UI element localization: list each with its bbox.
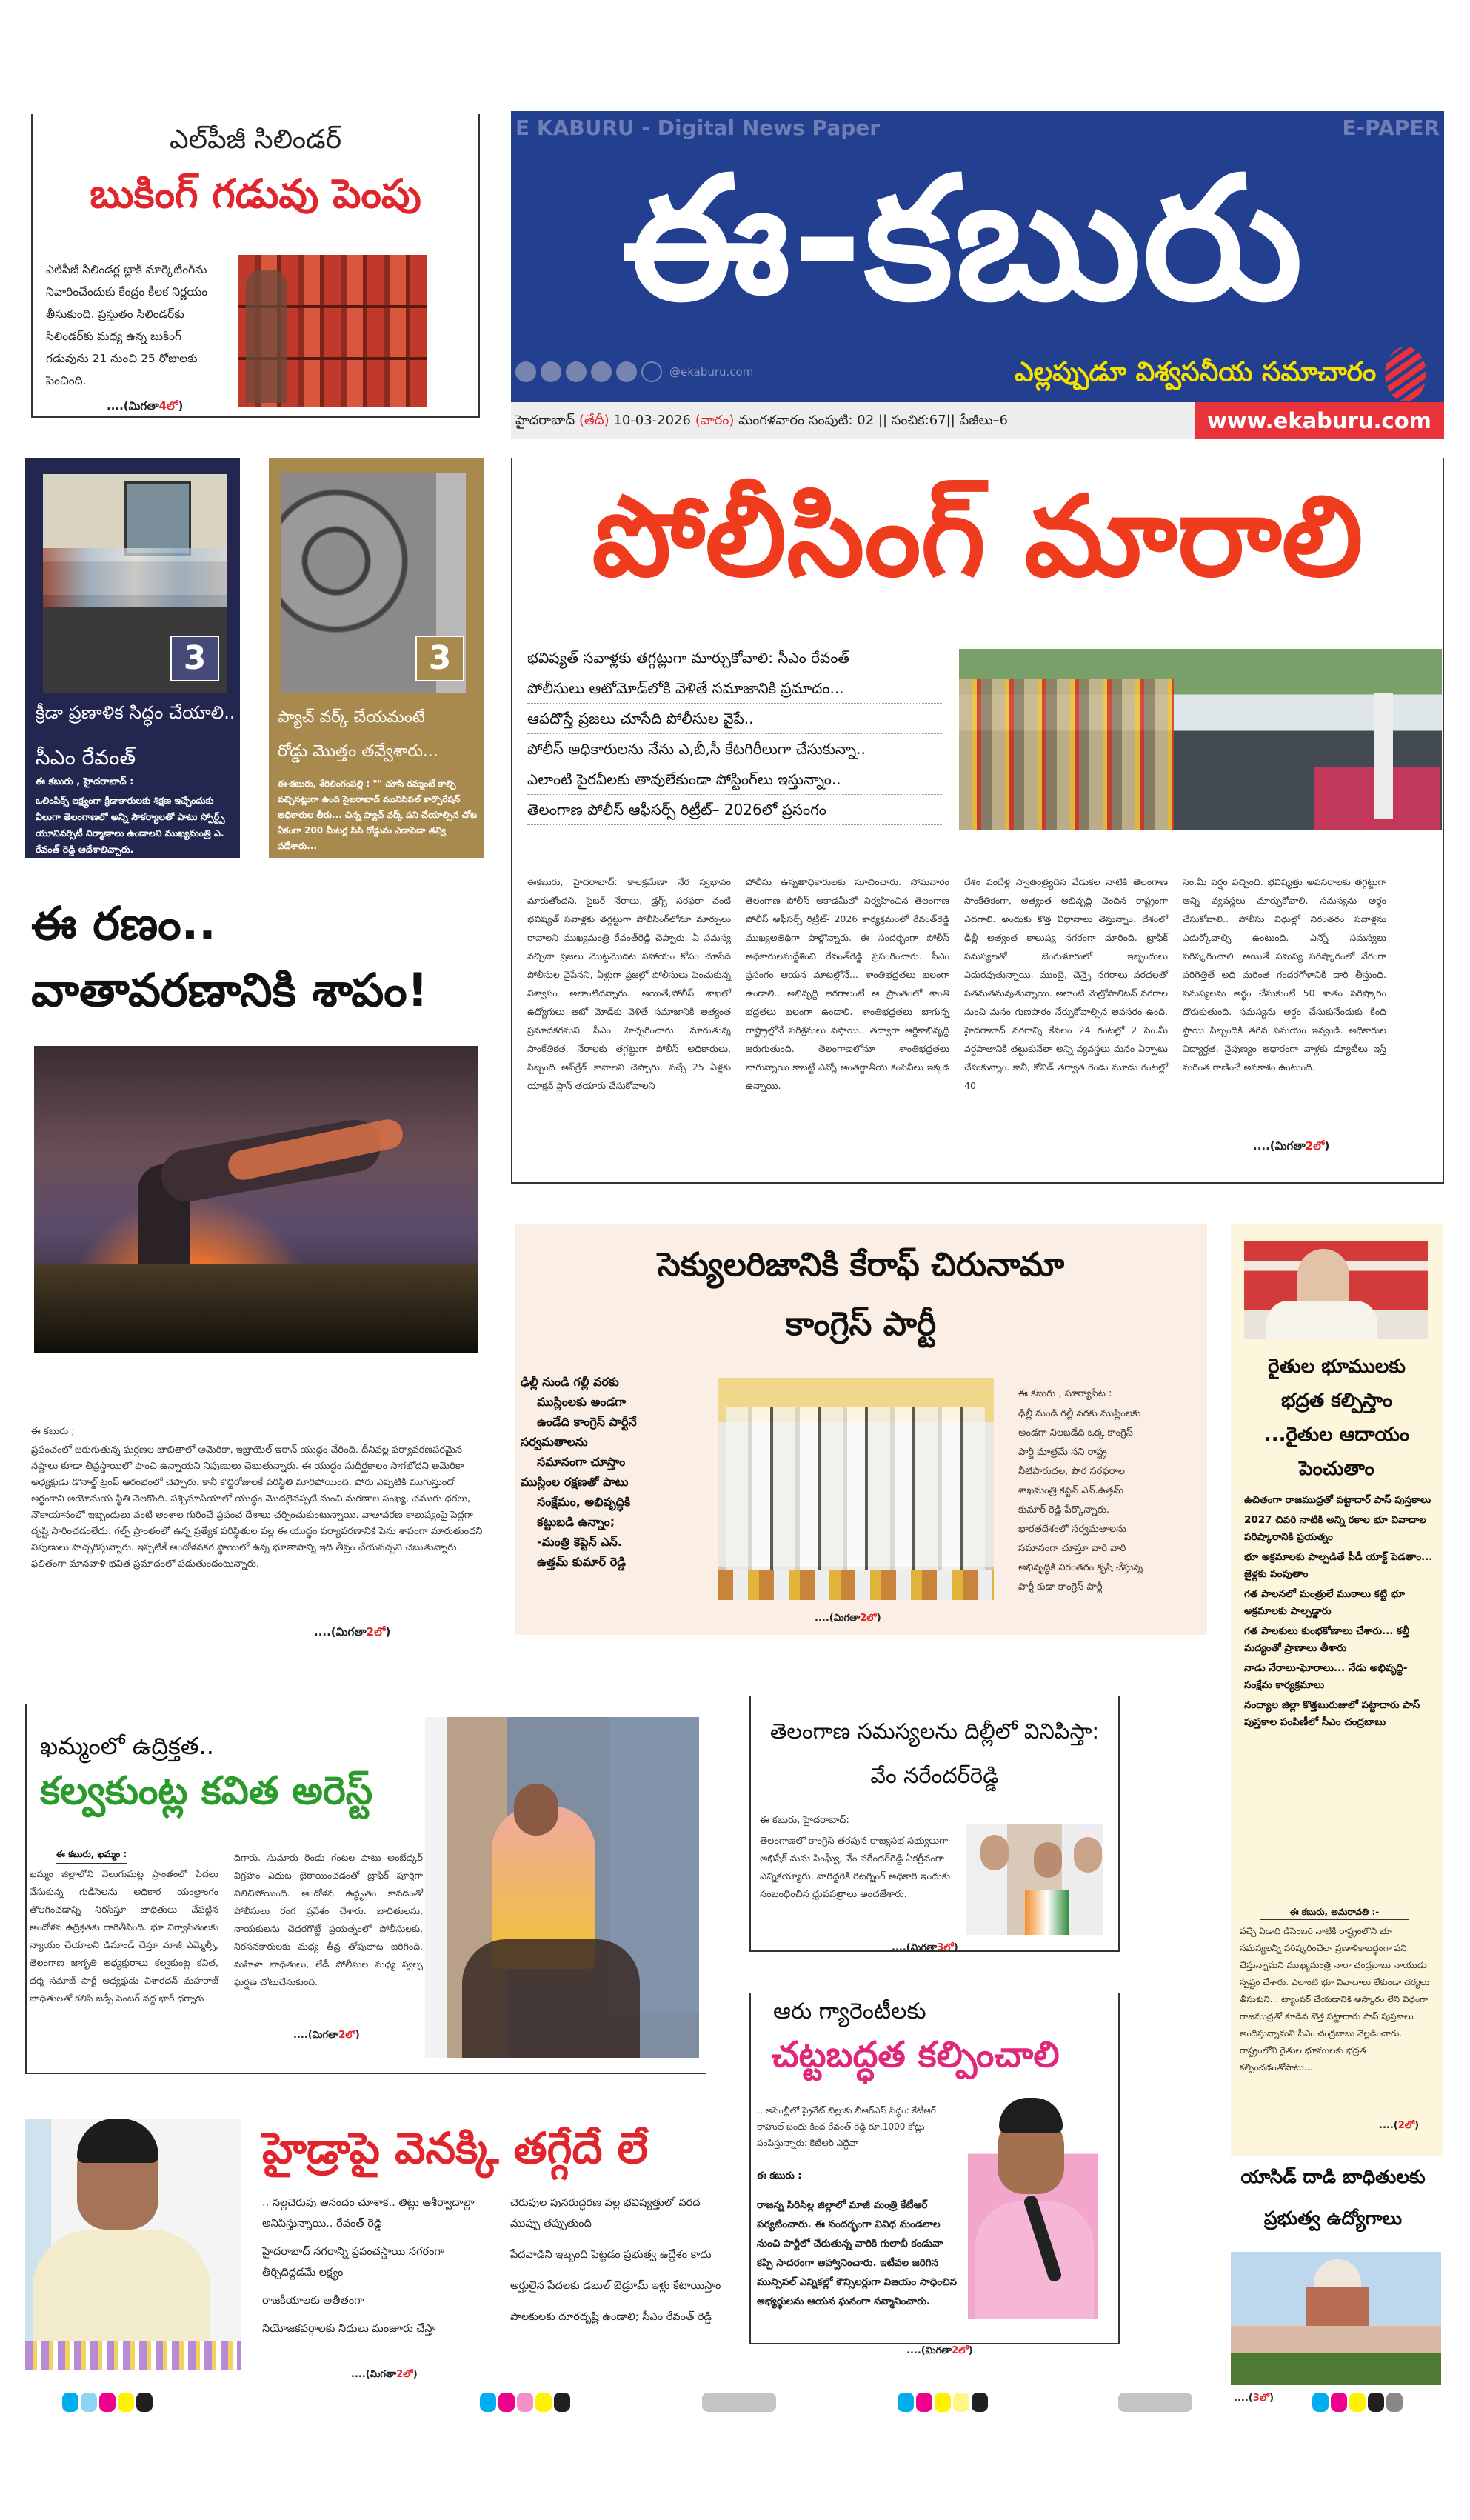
cmyk-marks-3 (898, 2393, 988, 2412)
policing-column-1: ఈకబురు, హైదరాబాద్: కాలక్రమేణా నేర స్వభావం మారుతోందని, సైబర్ నేరాలు, డ్రగ్స్ సరఫరా వంటి భవిష్యత్ సవాళ్లకు తగ్గట్టుగా పోలీసింగ్‌లోనూ మార్పులు రావాలని ముఖ్యమంత్రి రేవంత్‌రెడ్డి చెప్పారు. ఏ సమస్య వచ్చినా ప్రజలు మొట్టమొదట సహాయం కోసం చూసేది పోలీసుల వైపేనని, ఏళ్లుగా ప్రజల్లో పోలీసులు పెంచుకున్న విశ్వాసం అలాంటిదన్నారు. అయితే,పోలీస్ శాఖలో ఉద్యోగులు ఆటో మోడ్‌కు వెళితే సమాజానికి అత్యంత ప్రమాదకరమని సీఎం హెచ్చరించారు. మారుతున్న సాంకేతికత, నేరాలకు తగ్గట్టుగా పోలీస్ అధికారులు, సిబ్బంది అప్‌గ్రేడ్ కావాలని చెప్పారు. వచ్చే 25 ఏళ్లకు యాక్షన్ ప్లాన్ తయారు చేసుకోవాలని (527, 876, 731, 1091)
guarantees-highlights: .. అసెంబ్లీలో ప్రైవేట్ బిల్లుకు బీఆర్ఎస్ సిద్ధం: కేటీఆర్ రాహుల్ బంధు కింద రేవంత్ రెడ్డి రూ.1000 కోట్లు పంపిస్తున్నారు: కేటీఆర్ ఎద్దేవా (757, 2105, 936, 2148)
farmers-points: ఉచితంగా రాజముద్రతో పట్టాదార్ పాస్ పుస్తకాలు 2027 చివరి నాటికి అన్ని రకాల భూ వివాదాల పరిష్కారానికి ప్రయత్నం భూ అక్రమాలకు పాల్పడితే పీడీ యాక్ట్ పెడతాం... జైళ్లకు పంపుతాం గత పాలనలో మంత్రులే ముఠాలు కట్టి భూ అక్రమాలకు పాల్పడ్డారు గత పాలకులు కుంభకోణాలు చేశారు... కల్తీ మద్యంతో ప్రాణాలు తీశారు నాడు నేరాలు-ఘోరాలు... నేడు అభివృద్ధి-సంక్షేమ కార్యక్రమాలు నంద్యాల జిల్లా కొత్తబురుజులో పట్టాదారు పాస్ పుస్తకాల పంపిణీలో సీఎం చంద్రబాబు (1244, 1494, 1433, 1728)
guarantees-article[interactable] (749, 1993, 1120, 2356)
hydraa-right-points: చెరువుల పునరుద్ధరణ వల్ల భవిష్యత్తులో వరద ముప్పు తప్పుతుంది పేదవాడిని ఇబ్బంది పెట్టడం ప్రభుత్వ ఉద్దేశం కాదు అర్హులైన పేదలకు డబుల్ బెడ్రూమ్ ఇళ్లు కేటాయిస్తాం పాలకులకు దూరదృష్టి ఉండాలి; సీఎం రేవంత్ రెడ్డి (510, 2197, 721, 2323)
road-body: ఈ-కబురు, శేరిలింగంపల్లి : "" చూసి రమ్మంటే కాల్చి వచ్చినట్లుగా ఉంది సైబరాబాద్ మునిసిపల్ కార్పొరేషన్ అధికారుల తీరు... చిన్న ప్యాచ్ వర్క్ పని చేయాల్సిన చోట ఏకంగా 200 మీటర్ల సిసి రోడ్డును ఎడాపెడా తవ్వి పడేశారు... (278, 779, 478, 851)
secularism-highlights: ఢిల్లీ నుండి గల్లీ వరకు ముస్లింలకు అండగా ఉండేది కాంగ్రెస్ పార్టీనే సర్వమతాలను సమానంగా చూస్తాం ముస్లింల రక్షణతో పాటు సంక్షేమం, అభివృద్ధికి కట్టుబడి ఉన్నాం; -మంత్రి కెప్టెన్ ఎన్. ఉత్తమ్ కుమార్ రెడ్డి (521, 1375, 637, 1569)
road-headline-2: రోడ్డు మొత్తం తవ్వేశారు... (278, 742, 438, 761)
hydraa-left-points: .. నల్లచెరువు ఆనందం చూశాక.. తిట్లు ఆశీర్వాదాల్లా అనిపిస్తున్నాయి.. రేవంత్ రెడ్డి హైదరాబాద్ నగరాన్ని ప్రపంచస్థాయి నగరంగా తీర్చిదిద్దడమే లక్ష్యం రాజకీయాలకు అతీతంగా నియోజకవర్గాలకు నిధులు మంజూరు చేస్తా (262, 2197, 475, 2335)
farmers-body: వచ్చే ఏడాది డిసెంబర్ నాటికి రాష్ట్రంలోని భూ సమస్యలన్నీ పరిష్కరించేలా ప్రణాళికాబద్ధంగా పని చేస్తున్నామని ముఖ్యమంత్రి నారా చంద్రబాబు నాయుడు స్పష్టం చేశారు. ఎలాంటి భూ వివాదాలు లేకుండా చర్యలు తీసుకుని... ట్యాంపర్ చేయడానికి ఆస్కారం లేని విధంగా రాజముద్రతో కూడిన కొత్త పట్టాదారు పాస్ పుస్తకాలు అందిస్తున్నామని సీఎం చంద్రబాబు వెల్లడించారు. రాష్ట్రంలోని రైతుల భూములకు భద్రత కల్పించడంతోపాటు... (1240, 1926, 1430, 2073)
police-parade-photo (959, 649, 1442, 830)
policing-headline: పోలీసింగ్ మారాలి (592, 473, 1363, 601)
kavitha-dateline: ఈ కబురు, ఖమ్మం : (56, 1849, 127, 1864)
revanth-speech-photo (25, 2119, 241, 2370)
dateline-bar: హైదరాబాద్ (తేదీ) 10-03-2026 (వారం) మంగళవారం సంపుటి: 02 || సంచిక:67|| పేజీలు–6 (511, 402, 1195, 439)
acid-article[interactable] (1215, 2157, 1459, 2404)
kavitha-col-2: దిగారు. సుమారు రెండు గంటల పాటు అంబేద్కర్ విగ్రహం ఎదుట బైఠాయించడంతో ట్రాఫిక్ పూర్తిగా నిలిచిపోయింది. ఆందోళన ఉద్ధృతం కావడంతో పోలీసులు రంగ ప్రవేశం చేశారు. బాధితులను, నాయకులను చెదరగొట్టే ప్రయత్నంలో పోలీసులకు, నిరసనకారులకు మధ్య తీవ్ర తోపులాట జరిగింది. మహిళా బాధితులు, లేడీ పోలీసుల మధ్య స్వల్ప ఘర్షణ చోటుచేసుకుంది. (234, 1852, 423, 1987)
acid-headline-2: ప్రభుత్వ ఉద్యోగాలు (1263, 2207, 1403, 2229)
narender-dateline: ఈ కబురు, హైదరాబాద్: (760, 1815, 849, 1826)
acid-continued-link[interactable]: ....(3లో) (1234, 2393, 1274, 2404)
sports-headline: క్రీడా ప్రణాళిక సిద్ధం చేయాలి.. (36, 702, 235, 723)
masthead-slogan: ఎల్లప్పుడూ విశ్వసనీయ సమాచారం (1015, 357, 1377, 387)
narender-continued-link[interactable]: ....(మిగతా3లో) (892, 1942, 958, 1953)
lpg-headline: బుకింగ్ గడువు పెంపు (90, 170, 421, 217)
issue-volume: సంపుటి: 02 || సంచిక:67|| పేజీలు–6 (808, 413, 1008, 428)
facebook-icon[interactable] (566, 361, 587, 382)
issue-date: 10-03-2026 (613, 413, 692, 428)
farmers-article[interactable] (1231, 1224, 1443, 2156)
social-handle[interactable]: @ekaburu.com (669, 365, 754, 379)
secularism-article[interactable] (515, 1224, 1207, 1635)
grey-mark-2 (1118, 2393, 1192, 2412)
iftar-gathering-photo (718, 1378, 994, 1600)
policing-continued-link[interactable]: ....(మిగతా2లో) (1253, 1139, 1330, 1153)
narender-photo (966, 1824, 1103, 1935)
narender-article[interactable] (749, 1696, 1120, 1952)
highlight-line: ఆపదొస్తే ప్రజలు చూసేది పోలీసుల వైపే.. (527, 704, 942, 734)
kavitha-continued-link[interactable]: ....(మిగతా2లో) (293, 2030, 360, 2041)
kavitha-kicker: ఖమ్మంలో ఉద్రిక్తత.. (40, 1732, 214, 1760)
hydraa-headline: హైడ్రాపై వెనక్కి తగ్గేదే లే (262, 2123, 648, 2173)
brand-globe-icon (1385, 347, 1426, 401)
guarantees-headline: చట్టబద్ధత కల్పించాలి (772, 2034, 1060, 2076)
secularism-dateline: ఈ కబురు , సూర్యాపేట : (1018, 1388, 1112, 1399)
social-icons (515, 361, 753, 382)
highlight-line: ఎలాంటి పైరవీలకు తావులేకుండా పోస్టింగ్‌లు ఇస్తున్నాం.. (527, 764, 942, 795)
secularism-headline: సెక్యులరిజానికి కేరాఫ్ చిరునామా (657, 1246, 1065, 1284)
narender-headline: తెలంగాణ సమస్యలను దిల్లీలో వినిపిస్తా: (769, 1719, 1100, 1744)
supreme-court-photo (1231, 2252, 1441, 2385)
kavitha-article[interactable] (25, 1704, 706, 2074)
lpg-kicker: ఎల్‌పీజీ సిలిండర్ (169, 124, 342, 155)
globe-icon[interactable] (641, 361, 662, 382)
farmers-headline: రైతుల భూములకు భద్రత కల్పిస్తాం ...రైతుల ఆదాయం పెంచుతాం (1263, 1356, 1410, 1480)
war-headline: ఈ రణం.. (31, 896, 216, 950)
cmyk-marks-4 (1312, 2393, 1403, 2412)
war-continued-link[interactable]: ....(మిగతా2లో) (314, 1625, 391, 1639)
chandrababu-photo (1244, 1241, 1428, 1339)
war-body: ప్రపంచంలో జరుగుతున్న ఘర్షణల జాబితాలో అమెరికా, ఇజ్రాయెల్ ఇరాన్ యుద్ధం చేరింది. దీనివల్ల పర్యావరణపరమైన నష్టాలు కూడా తీవ్రస్థాయిలో పొంచి ఉన్నాయని నిపుణులు చెబుతున్నారు. ఈ యుద్ధం సుదీర్ఘకాలం సాగబోదని అమెరికా అధ్యక్షుడు డొనాల్డ్ ట్రంప్ ఆరంభంలో చెప్పారు. కానీ కొద్దిరోజులకే పరిస్థితి మారిపోయింది. పోరు ఎప్పటికి ముగుస్తుందో అర్థంకాని అయోమయ స్థితి నెలకొంది. పశ్చిమాసియాలో యుద్ధం మొదలైనప్పటి నుంచి మరణాల సంఖ్య, చమురు ధరలు, నౌకాయానంలో ఇబ్బందులు వంటి అంశాల గురించే ప్రపంచ దేశాలు చర్చించుకుంటున్నాయి. వాతావరణ కాలుష్యంపై పెద్దగా దృష్టి సారించడంలేదు. గల్ఫ్ ప్రాంతంలో ఉన్న ప్రత్యేక పరిస్థితుల వల్ల ఈ యుద్ధం పర్యావరణానికి పెను శాపంగా మారుతుందని నిపుణులు హెచ్చరిస్తున్నారు. ఇప్పటికే ఆందోళనకర స్థాయిలో ఉన్న భూతాపాన్ని ఇది తీవ్రం చేయవచ్చని చెబుతున్నారు. ఫలితంగా మానవాళి భవిత ప్రమాదంలో పడుతుందంటున్నారు. (31, 1444, 483, 1570)
youtube-icon[interactable] (591, 361, 612, 382)
kavitha-col-1: ఖమ్మం జిల్లాలోని వెలుగుమట్ల ప్రాంతంలో పేదలు వేసుకున్న గుడిసెలను అధికార యంత్రాంగం తొలగించడాన్ని నిరసిస్తూ బాధితులు చేపట్టిన ఆందోళన ఉద్రిక్తతకు దారితీసింది. భూ నిర్వాసితులకు న్యాయం చేయాలని డిమాండ్ చేస్తూ మాజీ ఎమ్మెల్సీ, తెలంగాణ జాగృతి అధ్యక్షురాలు కల్వకుంట్ల కవిత, ధర్మ సమాజ్ పార్టీ అధ్యక్షుడు విశారదన్ మహరాజ్ బాధితులతో కలిసి జడ్పీ సెంటర్ వద్ద భారీ ధర్నాకు (30, 1868, 218, 2004)
masthead-title: ఈ-కబురు (621, 141, 1305, 339)
lpg-continued-link[interactable]: ....(మిగతా4లో) (107, 399, 184, 413)
road-article[interactable] (269, 458, 484, 858)
war-dateline: ఈ కబురు ; (31, 1426, 75, 1437)
narender-body: తెలంగాణలో కాంగ్రెస్ తరపున రాజ్యసభ సభ్యులుగా అభిషేక్ మను సింఘ్వీ, వేం నరేందర్‌రెడ్డి ఏకగ్రీవంగా ఎన్నికయ్యారు. వారిద్దరికి రిటర్నింగ్ అధికారి ఇందుకు సంబంధించిన ధ్రువపత్రాలు అందజేశారు. (760, 1836, 951, 1900)
secularism-headline-2: కాంగ్రెస్ పార్టీ (785, 1305, 937, 1343)
guarantees-kicker: ఆరు గ్యారెంటీలకు (773, 1999, 926, 2024)
secularism-body: ఢిల్లీ నుండి గల్లీ వరకు ముస్లింలకు అండగా నిలబడేది ఒక్క కాంగ్రెస్ పార్టీ మాత్రమే నని రాష్ట్ర నీటిపారుదల, పౌర సరఫరాల శాఖమంత్రి కెప్టెన్ ఎన్.ఉత్తమ్ కుమార్ రెడ్డి పేర్కొన్నారు. భారతదేశంలో సర్వమతాలను సమానంగా చూస్తూ వారి వారి అభివృద్ధికి నిరంతరం కృషి చేస్తున్న పార్టీ కుడా కాంగ్రెస్ పార్టీ (1018, 1408, 1143, 1593)
war-headline-2: వాతావరణానికి శాపం! (31, 963, 429, 1017)
instagram-icon[interactable] (616, 361, 637, 382)
road-page-badge[interactable]: 3 (415, 636, 464, 681)
policing-highlights (527, 643, 942, 825)
highlight-line: భవిష్యత్ సవాళ్లకు తగ్గట్లుగా మార్చుకోవాలి: సీఎం రేవంత్ (527, 643, 942, 673)
sports-page-badge[interactable]: 3 (170, 636, 219, 681)
cmyk-marks-1 (62, 2393, 153, 2412)
lpg-article[interactable] (31, 114, 480, 418)
narender-headline-2: వేం నరేందర్‌రెడ్డి (870, 1763, 999, 1788)
sports-headline-2: సీఎం రేవంత్ (36, 745, 136, 770)
kavitha-protest-photo (425, 1717, 699, 2058)
policing-column-4: సెం.మీ వర్షం వచ్చింది. భవిష్యత్తు అవసరాలకు తగ్గట్టుగా అన్ని వ్యవస్థలు మార్చుకోవాలి. సమస్యను అర్థం చేసుకోవాలి.. పోలీసు విధుల్లో నిరంతరం సవాళ్లను ఎదుర్కోవాల్సి ఉంటుంది. ఎన్నో సమస్యలు పరిష్కరించాలి. అయితే సమస్య పరిష్కారంలో వేగంగా పరిగెత్తితే అది మరింత గందరగోళానికి దారి తీస్తుంది. సమస్యలను అర్థం చేసుకుంటే 50 శాతం పరిష్కారం దొరుకుతుంది. సమస్యను అర్థం చేసుకునేందుకు కింది స్థాయి సిబ్బందికి తగిన సమయం ఇవ్వండి. అధికారుల విద్యార్హత, నైపుణ్యం ఆధారంగా వాళ్లకు డ్యూటీలు ఇస్తే మరింత రాణించే అవకాశం ఉంటుంది. (1183, 876, 1386, 1073)
masthead-tagline: E KABURU - Digital News Paper (515, 116, 881, 140)
sports-article[interactable] (25, 458, 240, 858)
guarantees-dateline: ఈ కబురు : (757, 2170, 802, 2181)
hydraa-article[interactable] (25, 2119, 736, 2415)
highlight-line: తెలంగాణ పోలీస్ ఆఫీసర్స్ రిట్రీట్– 2026లో ప్రసంగం (527, 795, 942, 825)
epaper-label: E-PAPER (1342, 116, 1440, 140)
farmers-continued-link[interactable]: ....(2లో) (1379, 2120, 1420, 2131)
sports-body: ఒలింపిక్స్ లక్ష్యంగా క్రీడాకారులకు శిక్షణ ఇచ్చేందుకు వీలుగా తెలంగాణలో అన్ని సౌకర్యాలతో పాటు స్పోర్ట్స్ యూనివర్సిటీ నిర్మాణాలు ఉండాలని ముఖ్యమంత్రి ఎ. రేవంత్ రెడ్డి ఆదేశాలిచ్చారు. (36, 795, 225, 855)
road-headline: ప్యాచ్ వర్క్ చేయమంటే (278, 708, 425, 727)
grey-mark-1 (702, 2393, 776, 2412)
policing-article[interactable] (511, 458, 1444, 1184)
lpg-body: ఎల్‌పీజీ సిలిండర్ల బ్లాక్ మార్కెటింగ్‌ను నివారించేందుకు కేంద్రం కీలక నిర్ణయం తీసుకుంది. ప్రస్తుతం సిలిండర్‌కు సిలిండర్‌కు మధ్య ఉన్న బుకింగ్ గడువును 21 నుంచి 25 రోజులకు పెంచింది. (46, 263, 208, 387)
cmyk-marks-2 (480, 2393, 570, 2412)
guarantees-continued-link[interactable]: ....(మిగతా2లో) (906, 2345, 973, 2356)
masthead (511, 111, 1444, 402)
war-article[interactable] (25, 881, 492, 1659)
secularism-continued-link[interactable]: ....(మిగతా2లో) (815, 1613, 881, 1624)
farmers-dateline: ఈ కబురు, అమరావతి :- (1260, 1907, 1409, 1920)
ktr-photo (968, 2083, 1098, 2319)
policing-column-2: పోలీసు ఉన్నతాధికారులకు సూచించారు. సోమవారం తెలంగాణ పోలీస్ అకాడమీలో నిర్వహించిన తెలంగాణ పోలీస్ ఆఫీసర్స్ రిట్రీట్- 2026 కార్యక్రమంలో రేవంత్‌రెడ్డి ముఖ్యఅతిథిగా పాల్గొన్నారు. ఈ సందర్భంగా పోలీస్ అధికారులనుద్దేశించి రేవంత్‌రెడ్డి ప్రసంగించారు. సీఎం ప్రసంగం ఆయన మాటల్లోనే... శాంతిభద్రతలు బలంగా ఉండాలి.. అభివృద్ధి జరగాలంటే ఆ ప్రాంతంలో శాంతి భద్రతలు బలంగా ఉండాలి. శాంతిభద్రతలు బాగున్న రాష్ట్రాల్లోనే పరిశ్రమలు వస్తాయి.. తద్వారా ఆర్థికాభివృద్ధి జరుగుతుంది. తెలంగాణలోనూ శాంతిభద్రతలు బాగున్నాయి కాబట్టే ఎన్నో అంతర్జాతీయ కంపెనీలు ఇక్కడ ఉన్నాయి. (746, 876, 949, 1091)
highlight-line: పోలీసులు ఆటోమోడ్‌లోకి వెళితే సమాజానికి ప్రమాదం... (527, 673, 942, 704)
guarantees-body: రాజన్న సిరిసిల్ల జిల్లాలో మాజీ మంత్రి కేటీఆర్ పర్యటించారు. ఈ సందర్భంగా వివిధ మండలాల నుంచి పార్టీలో చేరుతున్న వారికి గులాబీ కండువా కప్పి సాదరంగా ఆహ్వానించారు. ఇటీవల జరిగిన మున్సిపల్ ఎన్నికల్లో కౌన్సిలర్లుగా విజయం సాధించిన అభ్యర్థులను ఆయన ఘనంగా సన్మానించారు. (757, 2199, 958, 2307)
twitter-icon[interactable] (541, 361, 561, 382)
lpg-cylinders-photo (238, 255, 427, 407)
smoke-plume-photo (34, 1046, 478, 1353)
kavitha-headline: కల్వకుంట్ల కవిత అరెస్ట్ (40, 1769, 373, 1813)
sports-dateline: ఈ కబురు , హైదరాబాద్ : (36, 776, 134, 787)
policing-column-3: దేశం వందేళ్ల స్వాతంత్ర్యదిన వేడుకల నాటికి తెలంగాణ సాంకేతికంగా, అత్యంత అభివృద్ధి చెందిన రాష్ట్రంగా ఎదగాలి. అందుకు కొత్త విధానాలు తెస్తున్నాం. దేశంలో ఢిల్లీ అత్యంత కాలుష్య నగరంగా మారింది. ట్రాఫిక్ సమస్యలతో బెంగుళూరులో ఇబ్బందులు ఎదురవుతున్నాయి. ముంబై, చెన్నై నగరాలు వరదలతో సతమతమవుతున్నాయి. అలాంటి మెట్రోపాలిటన్ నగరాల నుంచి మనం గుణపాఠం నేర్చుకోవాల్సిన అవసరం ఉంది. హైదరాబాద్ నగరాన్ని కేవలం 24 గంటల్లో 2 సెం.మీ వర్షపాతానికి తట్టుకునేలా అన్ని వ్యవస్థలు మనం ఏర్పాటు చేసుకున్నాం. కానీ, కోవిడ్ తర్వాత రెండు మూడు గంటల్లో 40 (964, 876, 1168, 1091)
hydraa-continued-link[interactable]: ....(మిగతా2లో) (351, 2369, 418, 2380)
website-link[interactable]: www.ekaburu.com (1195, 402, 1444, 439)
acid-headline: యాసిడ్ దాడి బాధితులకు (1240, 2166, 1426, 2187)
highlight-line: పోలీస్ అధికారులను నేను ఎ,బీ,సీ కేటగిరీలుగా చేసుకున్నా.. (527, 734, 942, 764)
whatsapp-icon[interactable] (515, 361, 536, 382)
